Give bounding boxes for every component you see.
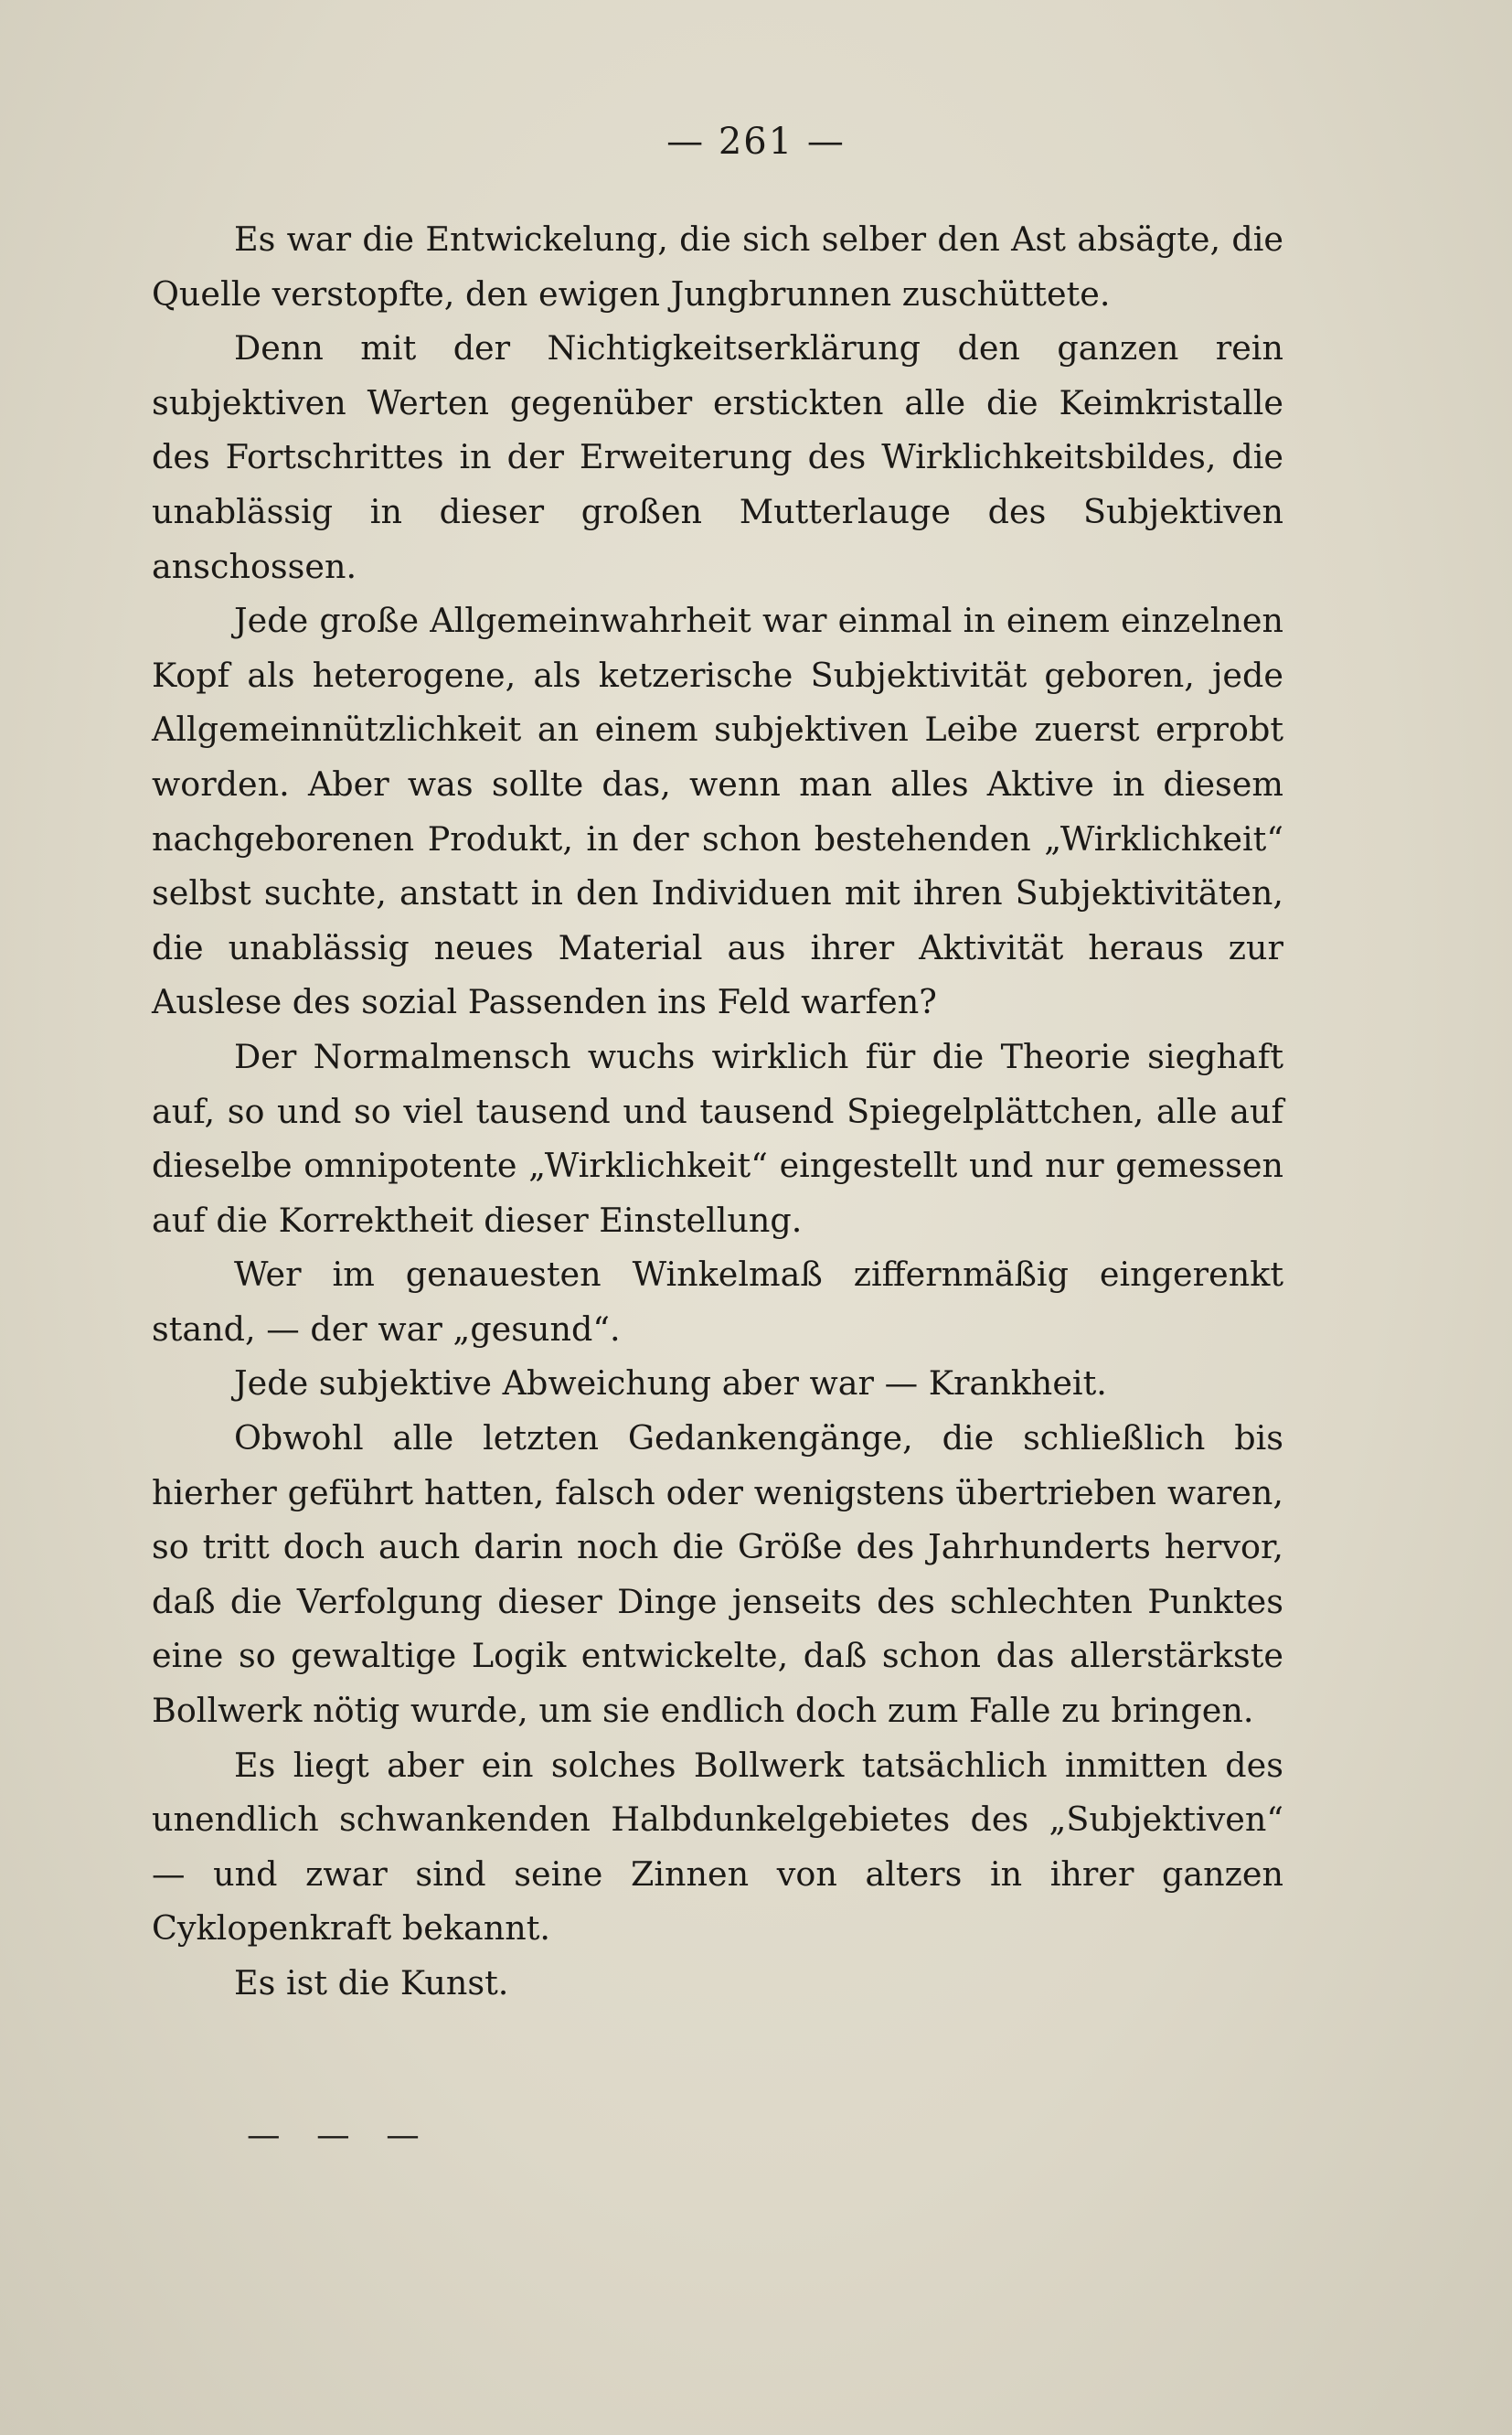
text-body (152, 212, 1283, 2011)
paragraph: Denn mit der Nichtigkeitserklärung den ganzen rein subjektiven Werten gegenüber erstickten alle die Keimkristalle des Fortschrittes in der Erweiterung des Wirklichkeitsbildes, die unablässig in dieser großen Mutterlauge des Subjektiven anschossen. (152, 328, 1283, 586)
paragraph: Wer im genauesten Winkelmaß ziffernmäßig eingerenkt stand, — der war „gesund“. (152, 1255, 1283, 1349)
paragraph: Der Normalmensch wuchs wirklich für die Theorie sieghaft auf, so und so viel tausend und tausend Spiegelplättchen, alle auf dieselbe omnipotente „Wirklichkeit“ eingestellt und nur gemessen auf die Korrektheit dieser Einstellung. (152, 1036, 1283, 1240)
paragraph: Obwohl alle letzten Gedankengänge, die schließlich bis hierher geführt hatten, falsch oder wenigstens übertrieben waren, so tritt doch auch darin noch die Größe des Jahrhunderts hervor, daß die Verfolgung dieser Dinge jenseits des schlechten Punktes eine so gewaltige Logik entwickelte, daß schon das allerstärkste Bollwerk nötig wurde, um sie endlich doch zum Falle zu bringen. (152, 1418, 1283, 1731)
paragraph: Jede subjektive Abweichung aber war — Krankheit. (234, 1363, 1107, 1404)
section-end-dashes: — — — (247, 2115, 432, 2154)
paragraph: Es ist die Kunst. (234, 1963, 509, 2002)
paragraph: Es war die Entwickelung, die sich selber den Ast absägte, die Quelle verstopfte, den ewigen Jungbrunnen zuschüttete. (152, 219, 1283, 314)
paragraph: Es liegt aber ein solches Bollwerk tatsächlich inmitten des unendlich schwankenden Halbdunkelgebietes des „Subjektiven“ — und zwar sind seine Zinnen von alters in ihrer ganzen Cyklopenkraft bekannt. (152, 1745, 1283, 1949)
paragraph: Jede große Allgemeinwahrheit war einmal in einem einzelnen Kopf als heterogene, als ketzerische Subjektivität geboren, jede Allgemeinnützlichkeit an einem subjektiven Leibe zuerst erprobt worden. Aber was sollte das, wenn man alles Aktive in diesem nachgeborenen Produkt, in der schon bestehenden „Wirklichkeit“ selbst suchte, anstatt in den Individuen mit ihren Subjektivitäten, die unablässig neues Material aus ihrer Aktivität heraus zur Auslese des sozial Passenden ins Feld warfen? (152, 601, 1283, 1022)
page-number: — 261 — (666, 121, 846, 163)
